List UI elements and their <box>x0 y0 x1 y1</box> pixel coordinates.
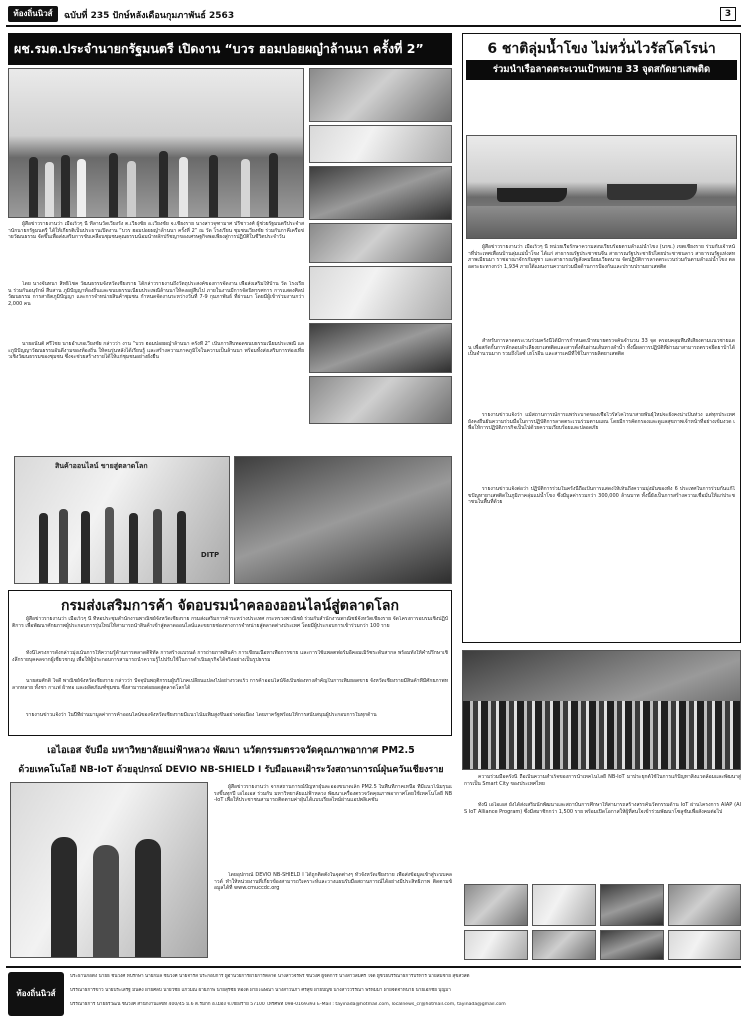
article4-photo-small-7 <box>600 930 664 960</box>
article1-photo-2 <box>309 68 452 122</box>
article1-paragraph: นายอนันต์ ศรีไชย นายอำเภอเวียงชัย กล่าวว่า งาน “บวร ฮอมปอยผญ๋าล้านนา ครั้งที่ 2” เป็นการสืบทอดขนบธรรมเนียมประเพณี และภูมิปัญญาวัฒนธรรมอันดีงามของท้องถิ่น ให้คนรุ่นหลังได้เรียนรู้ และสร้างความภาคภูมิใจในความเป็นล้านนา พร้อมทั้งส่งเสริมการท่องเที่ยวเชิงวัฒนธรรมของชุมชน ซึ่งจะช่วยสร้างรายได้ให้แก่ชุมชนอย่างยั่งยืน <box>8 341 304 360</box>
article2-boat-photo <box>466 135 737 239</box>
article2-paragraph: สำหรับการลาดตระเวนร่วมครั้งนี้ได้มีการกำหนดเป้าหมายตรวจค้นจำนวน 33 จุด ครอบคลุมพื้นที่เสี่ยงตามแนวชายแดน เพื่อสกัดกั้นการลักลอบลำเลียงยาเสพติดและสารตั้งต้นผ่านเส้นทางลำน้ำ ทั้งนี้ผลการปฏิบัติที่ผ่านมาสามารถตรวจยึดยาบ้าได้เป็นจำนวนมาก รวมถึงไอซ์ เฮโรอีน และสารเคมีที่ใช้ในการผลิตยาเสพติด <box>468 338 735 357</box>
article4-paragraph: โดยอุปกรณ์ DEVIO NB-SHIELD I ได้ถูกติดตั้งในจุดต่างๆ ทั่วจังหวัดเชียงราย เพื่อส่งข้อมูลเข้าสู่ระบบคลาวด์ ทำให้หน่วยงานที่เกี่ยวข้องสามารถวิเคราะห์และวางแผนรับมือสถานการณ์ได้อย่างมีประสิทธิภาพ ติดตามข้อมูลได้ที่ www.cmuccdc.org <box>214 872 452 891</box>
article3-paragraph: รายงานข่าวแจ้งว่า ในปีที่ผ่านมามูลค่าการค้าออนไลน์ของจังหวัดเชียงรายมีแนวโน้มเพิ่มสูงขึ้นอย่างต่อเนื่อง โดยภาครัฐพร้อมให้การสนับสนุนผู้ประกอบการในทุกด้าน <box>26 712 377 718</box>
article1-paragraph: โดย นางจันทนา สิทธิโชค วัฒนธรรมจังหวัดเชียงราย ได้กล่าวรายงานถึงวัตถุประสงค์ของการจัดงาน เพื่อส่งเสริมให้บ้าน วัด โรงเรียน ร่วมกันอนุรักษ์ สืบสาน ภูมิปัญญาท้องถิ่นและขนบธรรมเนียมประเพณีล้านนาให้คงอยู่สืบไป ภายในงานมีการจัดนิทรรศการ การแสดงศิลปวัฒนธรรม การสาธิตภูมิปัญญา และการจำหน่ายสินค้าชุมชน กำหนดจัดงานระหว่างวันที่ 7-9 กุมภาพันธ์ ที่ผ่านมา โดยมีผู้เข้าร่วมงานกว่า 2,000 คน <box>8 281 304 307</box>
article3-headline: กรมส่งเสริมการค้า จัดอบรมนำคลองออนไลน์สู่ตลาดโลก <box>61 598 399 614</box>
header-rule <box>6 25 741 27</box>
article1-photo-8 <box>309 376 452 424</box>
article4-headline-line2: ด้วยเทคโนโลยี NB-IoT ด้วยอุปกรณ์ DEVIO NB-SHIELD I รับมือและเฝ้าระวังสถานการณ์ฝุ่นควันเชียงราย <box>18 765 444 775</box>
article1-photo-3 <box>309 125 452 163</box>
masthead-logo: ท้องถิ่นนิวส์ <box>8 6 58 22</box>
article1-photo-4 <box>309 166 452 220</box>
article3-paragraph: นายสมศักดิ์ ใจดี พาณิชย์จังหวัดเชียงราย กล่าวว่า ปัจจุบันพฤติกรรมผู้บริโภคเปลี่ยนแปลงไปอย่างรวดเร็ว การค้าออนไลน์จึงเป็นช่องทางสำคัญในการเพิ่มยอดขาย จังหวัดเชียงรายมีสินค้าที่มีศักยภาพหลากหลาย ทั้งชา กาแฟ ผ้าทอ และผลิตภัณฑ์ชุมชน ซึ่งสามารถต่อยอดสู่ตลาดโลกได้ <box>12 678 448 691</box>
article3-photo-logo: DITP <box>200 551 220 559</box>
article1-photo-5 <box>309 223 452 263</box>
article4-photo-small-4 <box>668 884 741 926</box>
footer-credits-line3: บรรณาธิการ นายธีรวัฒน์ ชินวงศ์ สำนักงานเลขที่ 400/45 ม.6 ต.ริมกก อ.เมือง จ.เชียงราย 57100 โทรศัพท์ 098-0169393 E-Mail : tayinada@hotmail.com, localnews_cr@hotmail.com, tayinada@gmail.com <box>70 1002 506 1007</box>
article4-photo-small-3 <box>600 884 664 926</box>
article4-photo-small-6 <box>532 930 596 960</box>
article4-group-photo <box>462 650 741 770</box>
article4-paragraph: ความร่วมมือครั้งนี้ ถือเป็นความสำเร็จของการนำเทคโนโลยี NB-IoT มาประยุกต์ใช้ในการแก้ปัญหาสิ่งแวดล้อมและพัฒนาสู่การเป็น Smart City ของประเทศไทย <box>464 774 741 787</box>
article1-paragraph: ผู้สื่อข่าวรายงานว่า เมื่อเร็วๆ นี้ ที่ลานวัดเวียงรั้ง ต.เวียงชัย อ.เวียงชัย จ.เชียงราย นางสาวจุฑามาศ ปรีชาวงศ์ ผู้ช่วยรัฐมนตรีประจำสำนักนายกรัฐมนตรี ได้ให้เกียรติเป็นประธานเปิดงาน “บวร ฮอมปอยผญ๋าล้านนา ครั้งที่ 2” ณ วัด โรงเรียน ชุมชนเวียงชัย ร่วมกับภาคีเครือข่ายวัฒนธรรม จัดขึ้นเพื่อส่งเสริมการขับเคลื่อนชุมชนคุณธรรมน้อมนำหลักปรัชญาของเศรษฐกิจพอเพียงสู่การปฏิบัติในชีวิตประจำวัน <box>8 221 304 240</box>
footer-logo: ท้องถิ่นนิวส์ <box>8 972 64 1016</box>
article1-main-photo <box>8 68 304 218</box>
article3-photo-event <box>14 456 230 584</box>
article4-paragraph: ทั้งนี้ เอไอเอส ยังได้ส่งเสริมนักพัฒนาและสถาบันการศึกษาให้สามารถสร้างสรรค์นวัตกรรมด้าน IoT ผ่านโครงการ AIAP (AIS IoT Alliance Program) ซึ่งมีสมาชิกกว่า 1,500 ราย พร้อมเปิดโอกาสให้ผู้ที่สนใจเข้าร่วมพัฒนาโซลูชันเพื่อสังคมต่อไป <box>464 802 741 815</box>
article3-paragraph: ทั้งนี้โครงการดังกล่าวมุ่งเน้นการให้ความรู้ด้านการตลาดดิจิทัล การสร้างแบรนด์ การถ่ายภาพสินค้า การเขียนเนื้อหาเพื่อการขาย และการใช้แพลตฟอร์มอีคอมเมิร์ซระดับสากล พร้อมทั้งให้คำปรึกษาเชิงลึกรายบุคคลจากผู้เชี่ยวชาญ เพื่อให้ผู้ประกอบการสามารถนำความรู้ไปปรับใช้ในการดำเนินธุรกิจได้จริงอย่างเป็นรูปธรรม <box>12 650 448 663</box>
article2-headline-line1: 6 ชาติลุ่มน้ำโขง ไม่หวั่นไวรัสโคโรน่า <box>487 41 716 57</box>
article4-photo-small-2 <box>532 884 596 926</box>
page-number: 3 <box>720 7 736 21</box>
article3-paragraph: ผู้สื่อข่าวรายงานว่า เมื่อเร็วๆ นี้ ที่หอประชุมสำนักงานพาณิชย์จังหวัดเชียงราย กรมส่งเสริมการค้าระหว่างประเทศ กระทรวงพาณิชย์ ร่วมกับสำนักงานพาณิชย์จังหวัดเชียงราย จัดโครงการอบรมเชิงปฏิบัติการ เพื่อพัฒนาศักยภาพผู้ประกอบการรุ่นใหม่ให้สามารถนำสินค้าเข้าสู่ตลาดออนไลน์และขยายช่องทางการจำหน่ายสู่ตลาดต่างประเทศ โดยมีผู้ประกอบการเข้าร่วมกว่า 100 ราย <box>12 616 448 629</box>
article4-photo-small-1 <box>464 884 528 926</box>
article2-paragraph: ผู้สื่อข่าวรายงานว่า เมื่อเร็วๆ นี้ หน่วยเรือรักษาความสงบเรียบร้อยตามลำแม่น้ำโขง (นรข.) เขตเชียงราย ร่วมกับเจ้าหน้าที่ประเทศเพื่อนบ้านลุ่มแม่น้ำโขง ได้แก่ สาธารณรัฐประชาชนจีน สาธารณรัฐประชาธิปไตยประชาชนลาว สาธารณรัฐแห่งสหภาพเมียนมา ราชอาณาจักรกัมพูชา และสาธารณรัฐสังคมนิยมเวียดนาม จัดปฏิบัติการลาดตระเวนร่วมกันตามลำแม่น้ำโขง ตลอดระยะทางกว่า 1,934 ภายใต้แผนงานความร่วมมือด้านการป้องกันและปราบปรามยาเสพติด <box>468 244 735 270</box>
article4-headline-line1: เอไอเอส จับมือ มหาวิทยาลัยแม่ฟ้าหลวง พัฒนา นวัตกรรมตรวจวัดคุณภาพอากาศ PM2.5 <box>47 745 415 756</box>
footer-credits-line1: ประธานก่อตั้ง นายธี ชินวงศ์ ที่ปรึกษา นายกมล ชินวงศ์ นายจำรัส ประกอบการ ผู้อำนวยการฝ่ายการตลาด นางสาวจิรพร ชินวงศ์ ผู้จัดการ นางสาวสมศรี ใจดี ผู้ช่วยบรรณาธิการบริหาร นายสมชาย สุขสวัสดิ์ <box>70 974 470 979</box>
article3-photo-audience <box>234 456 452 584</box>
article4-photo-small-5 <box>464 930 528 960</box>
article1-photo-6 <box>309 266 452 320</box>
article3-photo-sign: สินค้าออนไลน์ ขายสู่ตลาดโลก <box>55 462 148 470</box>
footer-credits-line2: บรรณาธิการข่าว นายประเสริฐ มั่นคง ฝ่ายศิลป์ นายวิชัย แก้วมณี ฝ่ายภาพ นายสุรชัย ทองดี ฝ่ายโฆษณา นางสาวนภา ศรีสุข ฝ่ายบัญชี นางสาววรรณา พรหมมา ฝ่ายจัดจำหน่าย นายเอกชัย บุญมา <box>70 988 451 993</box>
article1-headline: ผช.รมต.ประจำนายกรัฐมนตรี เปิดงาน “บวร ฮอมปอยผญ๋าล้านนา ครั้งที่ 2” <box>8 33 452 65</box>
issue-info: ฉบับที่ 235 ปักษ์หลังเดือนกุมภาพันธ์ 2563 <box>64 11 235 21</box>
article2-paragraph: รายงานข่าวแจ้งต่อว่า ปฏิบัติการร่วมในครั้งนี้ถือเป็นการแสดงให้เห็นถึงความมุ่งมั่นของทั้ง 6 ประเทศในการร่วมกันแก้ไขปัญหายาเสพติดในภูมิภาคลุ่มแม่น้ำโขง ซึ่งมีมูลค่ารวมกว่า 300,000 ล้านบาท ทั้งนี้ยังเป็นการสร้างความเชื่อมั่นให้แก่ประชาชนในพื้นที่ด้วย <box>468 486 735 505</box>
article4-paragraph: ผู้สื่อข่าวรายงานว่า จากสถานการณ์ปัญหาฝุ่นละอองขนาดเล็ก PM2.5 ในพื้นที่ภาคเหนือ ที่มีแนวโน้มรุนแรงขึ้นทุกปี เอไอเอส ร่วมกับ มหาวิทยาลัยแม่ฟ้าหลวง พัฒนาเครื่องตรวจวัดคุณภาพอากาศโดยใช้เทคโนโลยี NB-IoT เพื่อให้ประชาชนสามารถติดตามค่าฝุ่นได้แบบเรียลไทม์ผ่านแอปพลิเคชัน <box>214 784 452 803</box>
article4-photo-small-8 <box>668 930 741 960</box>
article1-photo-7 <box>309 323 452 373</box>
footer-rule <box>6 966 741 968</box>
article2-headline-line2: ร่วมนำเรือลาดตระเวนเป้าหมาย 33 จุดสกัดยาเสพติด <box>466 60 737 80</box>
article2-paragraph: รายงานข่าวแจ้งว่า แม้สถานการณ์การแพร่ระบาดของเชื้อไวรัสโคโรนาสายพันธุ์ใหม่จะยังคงน่าเป็นห่วง แต่ทุกประเทศยังคงยืนยันความร่วมมือในการปฏิบัติการลาดตระเวนร่วมตามแผน โดยมีการคัดกรองและดูแลสุขภาพเจ้าหน้าที่อย่างเข้มงวด เพื่อให้การปฏิบัติภารกิจเป็นไปด้วยความเรียบร้อยและปลอดภัย <box>468 412 735 431</box>
article4-photo-presentation <box>10 782 208 958</box>
